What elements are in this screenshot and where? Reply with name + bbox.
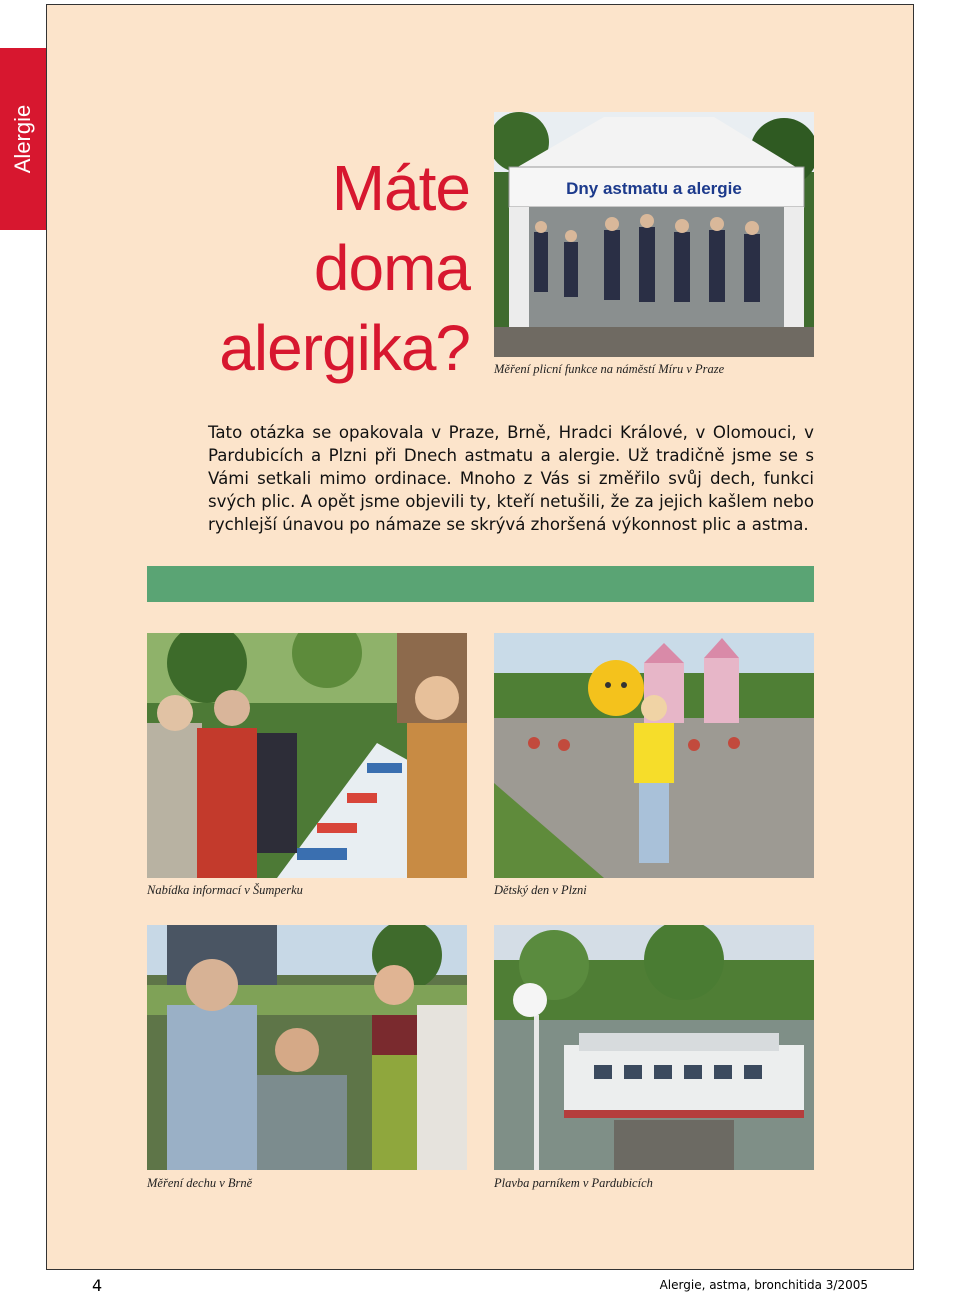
page-number: 4 bbox=[92, 1276, 103, 1295]
caption-breath-brno: Měření dechu v Brně bbox=[147, 1176, 253, 1190]
caption-boat-pardubice: Plavba parníkem v Pardubicích bbox=[494, 1176, 653, 1190]
section-tab bbox=[0, 48, 46, 230]
intro-paragraph: Tato otázka se opakovala v Praze, Brně, Hradci Králové, v Olomouci, v Pardubicích a Plzni při Dnech astmatu a alergie. Už tradičně jsme se s Vámi setkali mimo ordinace. Mnoho z Vás si změřilo svůj dech, funkci svých plic. A opět jsme objevili ty, kteří netušili, že za jejich kašlem nebo rychlejší únavou po námaze se skrývá zhoršená výkonnost plic a astma. bbox=[208, 423, 814, 534]
headline-line-1: Máte bbox=[331, 152, 470, 224]
green-divider-band bbox=[147, 566, 814, 602]
photo-info-sumperk bbox=[147, 633, 467, 878]
caption-tent-prague: Měření plicní funkce na náměstí Míru v Praze bbox=[494, 362, 725, 376]
tent-banner-text: Dny astmatu a alergie bbox=[566, 179, 742, 198]
headline-line-2: doma bbox=[313, 232, 470, 304]
photo-breath-brno bbox=[147, 925, 467, 1170]
headline bbox=[219, 148, 470, 388]
headline-line-3: alergika? bbox=[219, 312, 470, 384]
photo-boat-pardubice bbox=[494, 925, 814, 1170]
caption-info-sumperk: Nabídka informací v Šumperku bbox=[147, 883, 303, 897]
caption-childrens-day-plzen: Dětský den v Plzni bbox=[494, 883, 587, 897]
photo-childrens-day-plzen bbox=[494, 633, 814, 878]
photo-tent-prague bbox=[494, 112, 814, 357]
footer-publication: Alergie, astma, bronchitida 3/2005 bbox=[659, 1278, 868, 1292]
section-tab-label: Alergie bbox=[10, 104, 35, 174]
